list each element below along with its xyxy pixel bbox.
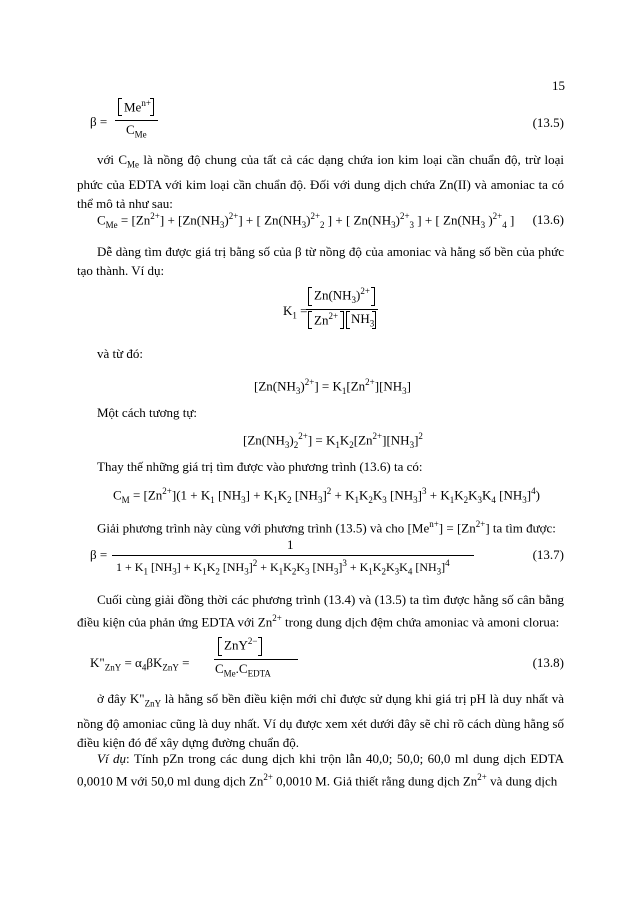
equation-zn-nh3-1: $[Zn(NH_3)^{2+}] = K_1[Zn^{2+}][NH_3]$ (254, 377, 412, 396)
paragraph-beta-value: Dễ dàng tìm được giá trị bằng số của β từ nồng độ của amoniac và hằng số bền của phức tạo thành. Ví dụ: (77, 244, 564, 278)
eq-13-7-denominator: $1 + K_1$ $[NH_3] + K_1K_2$ $[NH_3]^2 + K_1K_2K_3$ $[NH_3]^3 + K_1K_2K_3K_4$ $[NH_3]^4$ (116, 558, 450, 577)
eq-13-7-lhs: β = (90, 547, 108, 562)
paragraph-definition-cme: với $C_{Me}$ là nồng độ chung của tất cả các dạng chứa ion kim loại cần chuẩn độ, trừ loại phức của EDTA với kim loại cần chuẩn độ. Đối với dung dịch chứa Zn(II) và amoniac ta có thể mô tả như sau: (77, 152, 564, 211)
paragraph-finally: Cuối cùng giải đồng thời các phương trình (13.4) và (13.5) ta tìm được hằng số cân bằng điều kiện của phản ứng EDTA với $Zn^{2+}$ trong dung dịch đệm chứa amoniac và amoni clorua: (77, 592, 564, 630)
eq-k1-numerator: $Zn(NH_3)^{2+}$ (314, 286, 370, 305)
eq-13-5-number: (13.5) (532, 115, 564, 130)
eq-13-7-numerator: 1 (287, 537, 294, 552)
eq-13-8-lhs: $K"_{ZnY} = \alpha_4\beta K_{ZnY}$ = (90, 655, 190, 673)
paragraph-and-from: và từ đó: (97, 346, 144, 361)
eq-13-5-numerator: $Me^{n+}$ (124, 98, 151, 115)
paragraph-substitute: Thay thế những giá trị tìm được vào phương trình (13.6) ta có: (97, 459, 423, 474)
eq-13-8-numerator: ZnY$^{2-}$ (224, 636, 258, 653)
eq-13-8-denominator: $C_{Me}.C_{EDTA}$ (215, 661, 271, 679)
eq-k1-denominator-nh3: $NH_3$ (351, 311, 375, 329)
page-number: 15 (552, 78, 565, 93)
eq-k1-denominator: $Zn^{2+}$ (314, 311, 339, 328)
paragraph-solve: Giải phương trình này cùng với phương trình (13.5) và cho $[Me^{n+}] = [Zn^{2+}]$ ta tìm được: (97, 519, 556, 536)
eq-13-5-denominator: $C_{Me}$ (126, 122, 147, 140)
equation-cm: $C_M = [Zn^{2+}](1 + K_1$ $[NH_3] + K_1K_2$ $[NH_3]^2 + K_1K_2K_3$ $[NH_3]^3 + K_1K_2K_3K_4$ $[NH_3]^4$) (113, 486, 540, 505)
eq-13-7-number: (13.7) (532, 547, 564, 562)
eq-13-8-number: (13.8) (532, 655, 564, 670)
eq-13-5-lhs: β = (90, 114, 108, 129)
equation-zn-nh3-2: $[Zn(NH_3)_2^{2+}] = K_1K_2[Zn^{2+}][NH_3]^2$ (243, 431, 423, 450)
eq-13-6-number: (13.6) (532, 212, 564, 227)
paragraph-similarly: Một cách tương tự: (97, 405, 198, 420)
eq-k1-lhs: $K_1$ = (283, 303, 308, 321)
paragraph-conditional-constant: ở đây $K"_{ZnY}$ là hằng số bền điều kiện mới chỉ được sử dụng khi giá trị pH là duy nhất và nồng độ amoniac cũng là duy nhất. Ví dụ được xem xét dưới đây sẽ chỉ rõ cách dùng hằng số điều kiện đó để xây dựng đường chuẩn độ. (77, 691, 564, 750)
equation-13-6: $C_{Me} = [Zn^{2+}] + [Zn(NH_3)^{2+}]$ + [ $Zn(NH_3)^{2+}_2$ ] + [ $Zn(NH_3)^{2+}_3$ ] + [ $Zn(NH_3$ )$^{2+}_4$ ] (97, 211, 515, 230)
paragraph-example: Ví dụ: Tính pZn trong các dung dịch khi trộn lẫn 40,0; 50,0; 60,0 ml dung dịch EDTA 0,0010 M với 50,0 ml dung dịch $Zn^{2+}$ 0,0010 M. Giả thiết rằng dung dịch $Zn^{2+}$ và dung dịch (77, 751, 564, 789)
